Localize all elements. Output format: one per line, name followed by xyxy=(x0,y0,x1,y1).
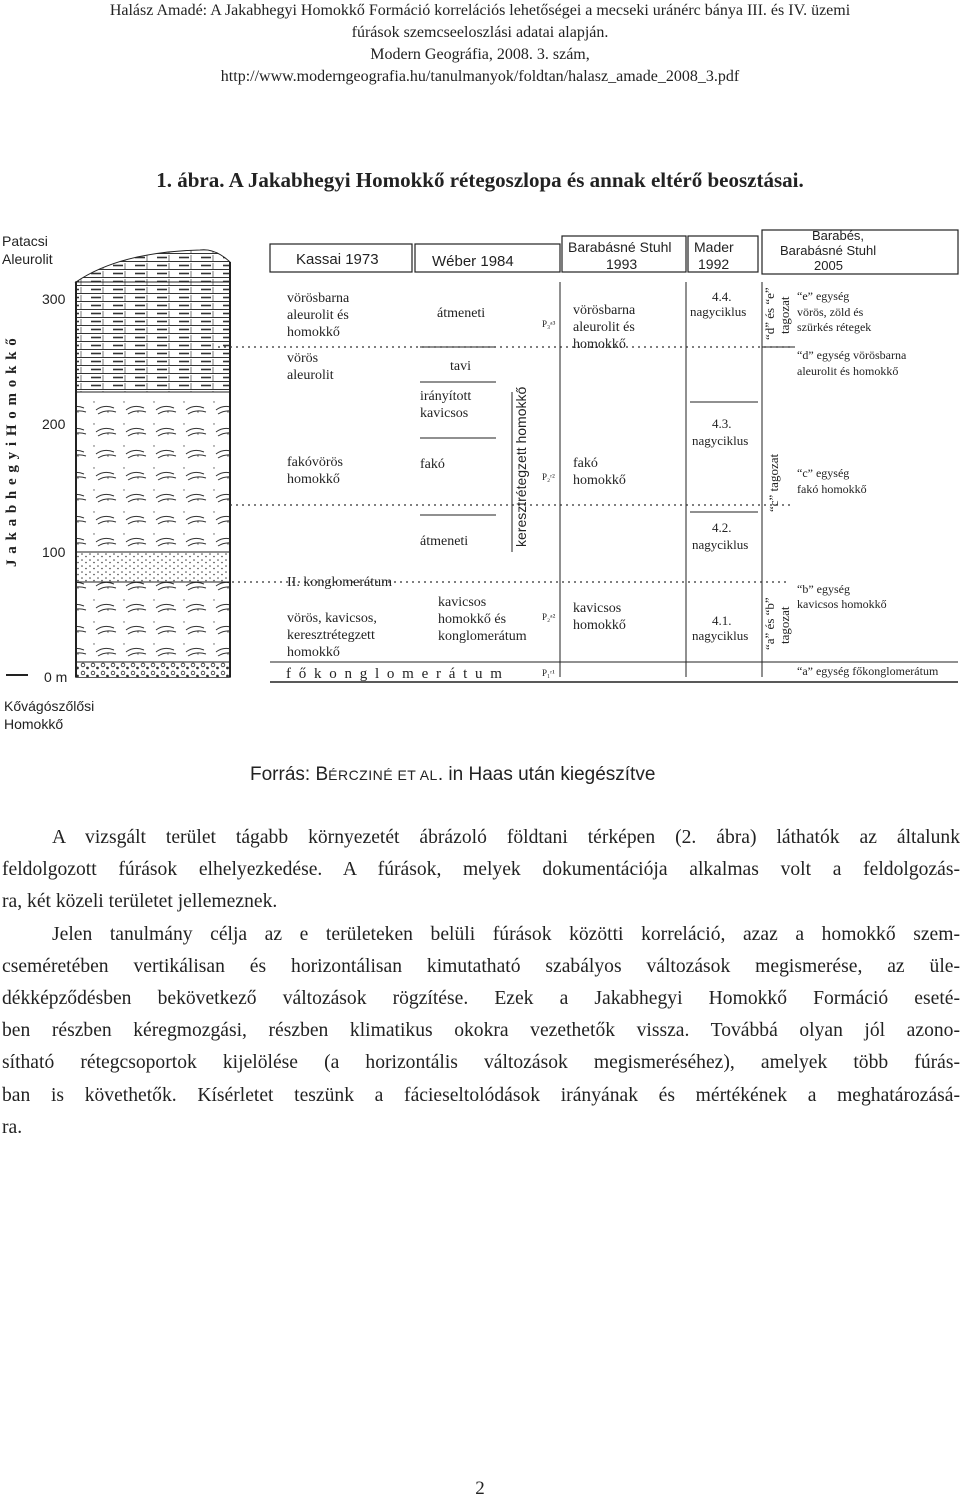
weber-u1: átmeneti xyxy=(437,306,486,321)
p2-line-4: ben részben kéregmozgási, részben klimatikus okokra vezethetők vissza. Továbbá olyan jól azono- xyxy=(2,1020,960,1042)
weber-u4: fakó xyxy=(420,457,445,472)
header-line-3: Modern Geográfia, 2008. 3. szám, xyxy=(370,46,590,63)
weber-vertical: keresztrétegzett homokkő xyxy=(513,386,529,547)
kassai-u5-l3: homokkő xyxy=(287,645,340,660)
mader-43-l1: 4.3. xyxy=(712,416,732,431)
stratigraphic-figure xyxy=(0,222,960,742)
barabasne-u3-l2: homokkő xyxy=(573,618,626,633)
mader-42-l1: 4.2. xyxy=(712,520,732,535)
paragraph-2 xyxy=(2,919,960,1144)
header-mader-2: 1992 xyxy=(698,256,730,272)
barabasne-u2-l1: fakó xyxy=(573,456,598,471)
weber-u3-l1: irányított xyxy=(420,389,472,404)
kassai-u1-l3: homokkő xyxy=(287,325,340,340)
weber-u5: átmeneti xyxy=(420,534,469,549)
header-line-1: Halász Amadé: A Jakabhegyi Homokkő Formáció korrelációs lehetőségei a mecseki uránérc bánya III. és IV. üzemi xyxy=(109,2,851,19)
page-number: 2 xyxy=(475,1478,485,1499)
barabes-a: “a” egység főkonglomerátum xyxy=(797,664,939,678)
figure-svg xyxy=(0,222,960,742)
p-label-1: P₃ᵃ³ xyxy=(542,319,556,329)
tagozat-ab-1: “a” és “b” xyxy=(762,597,777,650)
kassai-u3-l1: fakóvörös xyxy=(287,455,343,470)
p-label-2: P₂ʳ² xyxy=(542,472,555,482)
weber-u3-l2: kavicsos xyxy=(420,406,469,421)
tagozat-de-2: tagozat xyxy=(777,296,792,334)
p-labels xyxy=(542,319,556,678)
header-url-line: http://www.moderngeografia.hu/tanulmanyok/foldtan/halasz_amade_2008_3.pdf xyxy=(220,68,740,85)
header-barabes-2: Barabásné Stuhl xyxy=(780,243,877,258)
depth-0: 0 m xyxy=(44,669,68,685)
weber-u6-l3: konglomerátum xyxy=(438,629,527,644)
p2-line-7: ra. xyxy=(2,1116,23,1138)
caption-prefix: Forrás: B xyxy=(250,764,329,785)
formation-vertical-label: J a k a b h e g y i H o m o k k ő xyxy=(4,337,20,567)
barabes-b-l2: kavicsos homokkő xyxy=(797,597,887,611)
p2-line-1: Jelen tanulmány célja az e területeken belüli fúrások közötti korreláció, azaz a homokkő szem- xyxy=(52,923,960,945)
mader-41-l2: nagyciklus xyxy=(692,628,749,643)
caption-suffix: . in Haas után kiegészítve xyxy=(437,764,656,785)
page-header xyxy=(0,0,960,88)
kassai-u4: II. konglomerátum xyxy=(287,575,392,590)
paragraph-1 xyxy=(2,822,960,919)
header-barabasne-1: Barabásné Stuhl xyxy=(568,239,672,255)
mader-44-l2: nagyciklus xyxy=(690,304,747,319)
header-mader-1: Mader xyxy=(694,239,734,255)
header-kassai: Kassai 1973 xyxy=(296,251,379,268)
patacsi-label-1: Patacsi xyxy=(2,233,48,249)
kassai-u2-l2: aleurolit xyxy=(287,368,334,383)
header-barabasne-2: 1993 xyxy=(606,256,638,272)
barabasne-u2-l2: homokkő xyxy=(573,473,626,488)
figure-title: 1. ábra. A Jakabhegyi Homokkő rétegoszlopa és annak eltérő beosztásai. xyxy=(156,168,804,192)
weber-column xyxy=(420,306,529,644)
barabasne-u1-l1: vörösbarna xyxy=(573,303,636,318)
barabes-e-l2: vörös, zöld és xyxy=(797,305,864,319)
weber-u6-l1: kavicsos xyxy=(438,595,487,610)
mader-42-l2: nagyciklus xyxy=(692,537,749,552)
barabasne-u1-l3: homokkő xyxy=(573,337,626,352)
p1-line-1: A vizsgált terület tágabb környezetét ábrázoló földtani térképen (2. ábra) láthatók az általunk xyxy=(52,827,960,848)
tagozat-column xyxy=(762,282,795,677)
depth-100: 100 xyxy=(42,544,66,560)
header-weber: Wéber 1984 xyxy=(432,253,514,270)
p1-line-2: feldolgozott fúrások elhelyezkedése. A fúrások, melyek dokumentációja alkalmas volt a feldolgozás- xyxy=(2,859,960,881)
fokonglomeratum-label: f ő k o n g l o m e r á t u m xyxy=(286,666,504,682)
header-barabes-1: Barabés, xyxy=(812,228,865,243)
depth-200: 200 xyxy=(42,416,66,432)
column-headers xyxy=(270,228,958,274)
kovagoszolosi-label-1: Kővágószőlősi xyxy=(4,698,95,714)
barabes-c-l1: “c” egység xyxy=(797,466,850,480)
p2-line-2: cseméretében vertikálisan és horizontálisan kimutatható szabályos változások megismerése, az üle- xyxy=(2,955,960,977)
barabes-column xyxy=(797,289,939,678)
barabes-e-l3: szürkés rétegek xyxy=(797,320,872,334)
barabes-e-l1: “e” egység xyxy=(797,289,850,303)
kassai-u5-l1: vörös, kavicsos, xyxy=(287,611,377,626)
depth-300: 300 xyxy=(42,291,66,307)
patacsi-label-2: Aleurolit xyxy=(2,251,53,267)
kovagoszolosi-label-2: Homokkő xyxy=(4,716,64,732)
header-line-2: fúrások szemcseeloszlási adatai alapján. xyxy=(351,24,609,41)
tagozat-ab-2: tagozat xyxy=(777,606,792,644)
barabes-b-l1: “b” egység xyxy=(797,582,850,596)
header-barabes-3: 2005 xyxy=(814,258,843,273)
barabasne-column xyxy=(560,282,636,677)
p-label-3: P₂ᵃ² xyxy=(542,612,556,622)
kassai-u3-l2: homokkő xyxy=(287,472,340,487)
barabasne-u1-l2: aleurolit és xyxy=(573,320,635,335)
caption-smallcaps: ÉRCZINÉ ET AL xyxy=(328,767,438,783)
kassai-u1-l1: vörösbarna xyxy=(287,291,350,306)
mader-44-l1: 4.4. xyxy=(712,289,732,304)
weber-u6-l2: homokkő és xyxy=(438,612,507,627)
kassai-u5-l2: keresztrétegzett xyxy=(287,628,375,643)
kassai-u2-l1: vörös xyxy=(287,351,319,366)
mader-43-l2: nagyciklus xyxy=(692,433,749,448)
p1-line-3: ra, két közeli területet jellemeznek. xyxy=(2,891,278,913)
kassai-u1-l2: aleurolit és xyxy=(287,308,349,323)
p2-line-3: dékképződésben bekövetkező változások rögzítése. Ezek a Jakabhegyi Homokkő Formáció eseté- xyxy=(2,988,960,1010)
p-label-4: P₁ʳ¹ xyxy=(542,668,555,678)
p2-line-5: sítható rétegcsoportok kijelölése (a horizontális változások megismeréséhez), amelyek több fúrás- xyxy=(2,1052,960,1074)
barabasne-u3-l1: kavicsos xyxy=(573,601,622,616)
mader-41-l1: 4.1. xyxy=(712,613,732,628)
weber-u2: tavi xyxy=(450,359,471,374)
barabes-d-l1: “d” egység vörösbarna xyxy=(797,348,907,362)
tagozat-de-1: “d” és “e” xyxy=(762,287,777,340)
barabes-c-l2: fakó homokkő xyxy=(797,482,867,496)
rock-column xyxy=(76,250,230,677)
body-text xyxy=(2,822,960,1144)
p2-line-6: ban is követhetők. Kísérletet teszünk a fácieseltolódások irányának és mértékének a meghatározásá- xyxy=(2,1084,960,1106)
barabes-d-l2: aleurolit és homokkő xyxy=(797,364,899,378)
tagozat-c: “c” tagozat xyxy=(766,453,781,512)
figure-source-caption xyxy=(250,764,655,786)
mader-column xyxy=(686,282,758,677)
